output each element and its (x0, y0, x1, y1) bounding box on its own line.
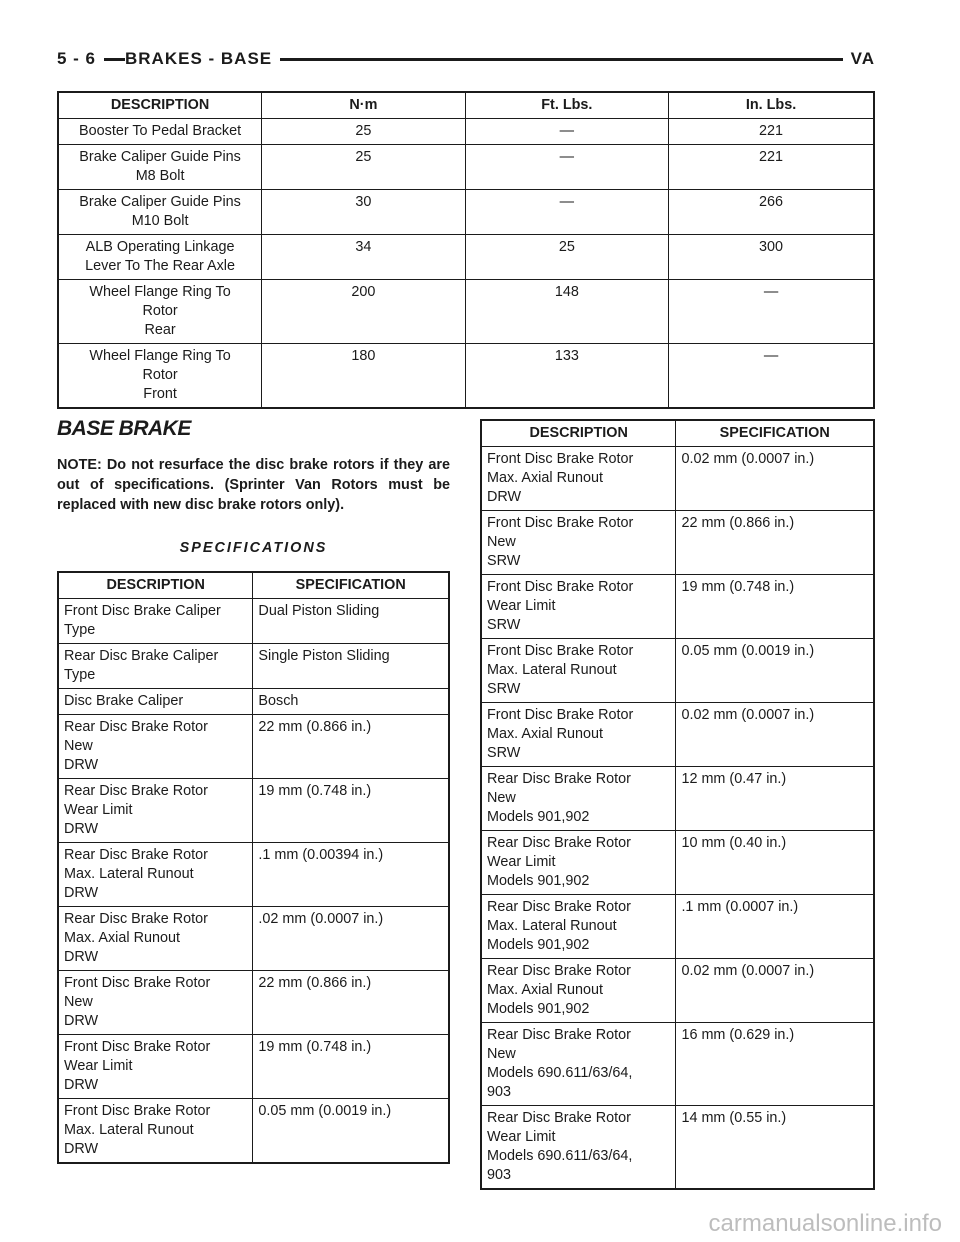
table-row (58, 644, 449, 689)
table-cell: 22 mm (0.866 in.) (253, 971, 449, 1035)
column-header: SPECIFICATION (253, 572, 449, 599)
table-cell: 16 mm (0.629 in.) (676, 1023, 874, 1106)
table-row (481, 831, 874, 895)
table-row (481, 895, 874, 959)
table-header-row (58, 572, 449, 599)
table-row (58, 190, 874, 235)
table-cell: Front Disc Brake Rotor Wear Limit DRW (58, 1035, 253, 1099)
column-header: N·m (262, 92, 465, 119)
table-cell: .1 mm (0.0007 in.) (676, 895, 874, 959)
column-header: DESCRIPTION (58, 572, 253, 599)
table-cell: ALB Operating Linkage Lever To The Rear Axle (58, 235, 262, 280)
table-row (58, 689, 449, 715)
table-cell: 266 (669, 190, 874, 235)
table-cell: 22 mm (0.866 in.) (676, 511, 874, 575)
table-cell: Rear Disc Brake Rotor Wear Limit Models 690.611/63/64, 903 (481, 1106, 676, 1190)
table-cell: 221 (669, 119, 874, 145)
table-row (58, 599, 449, 644)
table-cell: Front Disc Brake Rotor Wear Limit SRW (481, 575, 676, 639)
table-cell: 180 (262, 344, 465, 409)
table-cell: 30 (262, 190, 465, 235)
table-row (58, 1099, 449, 1164)
table-cell: Front Disc Brake Caliper Type (58, 599, 253, 644)
table-cell: 25 (262, 145, 465, 190)
table-row (58, 280, 874, 344)
table-cell: 19 mm (0.748 in.) (253, 1035, 449, 1099)
table-cell: — (669, 344, 874, 409)
model-code: VA (843, 49, 875, 69)
table-cell: Disc Brake Caliper (58, 689, 253, 715)
specifications-table-right (480, 419, 875, 1190)
table-row (481, 575, 874, 639)
table-cell: — (465, 190, 668, 235)
column-header: DESCRIPTION (481, 420, 676, 447)
table-row (481, 1023, 874, 1106)
table-cell: .1 mm (0.00394 in.) (253, 843, 449, 907)
table-row (58, 843, 449, 907)
table-cell: Front Disc Brake Rotor Max. Lateral Runout DRW (58, 1099, 253, 1164)
table-row (481, 447, 874, 511)
table-cell: Front Disc Brake Rotor Max. Axial Runout SRW (481, 703, 676, 767)
table-cell: 10 mm (0.40 in.) (676, 831, 874, 895)
table-cell: 0.02 mm (0.0007 in.) (676, 959, 874, 1023)
table-cell: Rear Disc Brake Rotor Wear Limit Models 901,902 (481, 831, 676, 895)
table-cell: 19 mm (0.748 in.) (676, 575, 874, 639)
table-cell: 133 (465, 344, 668, 409)
table-cell: .02 mm (0.0007 in.) (253, 907, 449, 971)
section-heading: BASE BRAKE (57, 417, 191, 440)
table-cell: Wheel Flange Ring To Rotor Rear (58, 280, 262, 344)
column-header: SPECIFICATION (676, 420, 874, 447)
table-cell: Wheel Flange Ring To Rotor Front (58, 344, 262, 409)
table-row (481, 1106, 874, 1190)
table-row (58, 715, 449, 779)
table-cell: 148 (465, 280, 668, 344)
table-cell: Dual Piston Sliding (253, 599, 449, 644)
table-cell: Rear Disc Brake Caliper Type (58, 644, 253, 689)
table-row (58, 779, 449, 843)
specifications-heading: SPECIFICATIONS (179, 540, 328, 556)
watermark: carmanualsonline.info (708, 1210, 942, 1237)
table-cell: Booster To Pedal Bracket (58, 119, 262, 145)
table-cell: Rear Disc Brake Rotor New DRW (58, 715, 253, 779)
table-cell: 22 mm (0.866 in.) (253, 715, 449, 779)
table-cell: 25 (262, 119, 465, 145)
table-cell: Rear Disc Brake Rotor Wear Limit DRW (58, 779, 253, 843)
table-cell: 34 (262, 235, 465, 280)
section-title: BRAKES - BASE (125, 49, 280, 69)
table-cell: 0.02 mm (0.0007 in.) (676, 447, 874, 511)
table-row (58, 235, 874, 280)
table-cell: 200 (262, 280, 465, 344)
table-row (58, 1035, 449, 1099)
table-cell: Bosch (253, 689, 449, 715)
table-cell: — (465, 145, 668, 190)
table-cell: Front Disc Brake Rotor Max. Lateral Runout SRW (481, 639, 676, 703)
table-row (58, 907, 449, 971)
table-row (481, 703, 874, 767)
table-cell: 300 (669, 235, 874, 280)
table-cell: Single Piston Sliding (253, 644, 449, 689)
column-header: DESCRIPTION (58, 92, 262, 119)
column-header: Ft. Lbs. (465, 92, 668, 119)
table-cell: Front Disc Brake Rotor New SRW (481, 511, 676, 575)
table-row (481, 511, 874, 575)
table-cell: 0.05 mm (0.0019 in.) (253, 1099, 449, 1164)
table-row (481, 959, 874, 1023)
table-cell: Front Disc Brake Rotor New DRW (58, 971, 253, 1035)
table-header-row (481, 420, 874, 447)
page-number: 5 - 6 (57, 49, 104, 69)
column-header: In. Lbs. (669, 92, 874, 119)
table-row (58, 344, 874, 409)
note-paragraph: NOTE: Do not resurface the disc brake rotors if they are out of specifications. (Sprinter Van Rotors must be replaced with new disc brake rotors only). (57, 457, 450, 513)
table-header-row (58, 92, 874, 119)
table-cell: Rear Disc Brake Rotor Max. Lateral Runout DRW (58, 843, 253, 907)
table-cell: Rear Disc Brake Rotor New Models 690.611/63/64, 903 (481, 1023, 676, 1106)
specifications-table-left (57, 571, 450, 1164)
table-row (58, 971, 449, 1035)
table-cell: Rear Disc Brake Rotor Max. Axial Runout DRW (58, 907, 253, 971)
table-cell: 14 mm (0.55 in.) (676, 1106, 874, 1190)
table-cell: 0.05 mm (0.0019 in.) (676, 639, 874, 703)
table-cell: Front Disc Brake Rotor Max. Axial Runout DRW (481, 447, 676, 511)
table-cell: 19 mm (0.748 in.) (253, 779, 449, 843)
torque-table (57, 91, 875, 409)
table-row (58, 119, 874, 145)
table-cell: — (465, 119, 668, 145)
table-cell: — (669, 280, 874, 344)
table-row (481, 767, 874, 831)
table-cell: 25 (465, 235, 668, 280)
table-cell: Brake Caliper Guide Pins M10 Bolt (58, 190, 262, 235)
table-cell: 0.02 mm (0.0007 in.) (676, 703, 874, 767)
table-cell: Brake Caliper Guide Pins M8 Bolt (58, 145, 262, 190)
table-cell: Rear Disc Brake Rotor Max. Lateral Runout Models 901,902 (481, 895, 676, 959)
table-cell: Rear Disc Brake Rotor Max. Axial Runout Models 901,902 (481, 959, 676, 1023)
page-header (57, 47, 875, 75)
table-cell: 12 mm (0.47 in.) (676, 767, 874, 831)
table-cell: 221 (669, 145, 874, 190)
table-row (58, 145, 874, 190)
table-row (481, 639, 874, 703)
table-cell: Rear Disc Brake Rotor New Models 901,902 (481, 767, 676, 831)
